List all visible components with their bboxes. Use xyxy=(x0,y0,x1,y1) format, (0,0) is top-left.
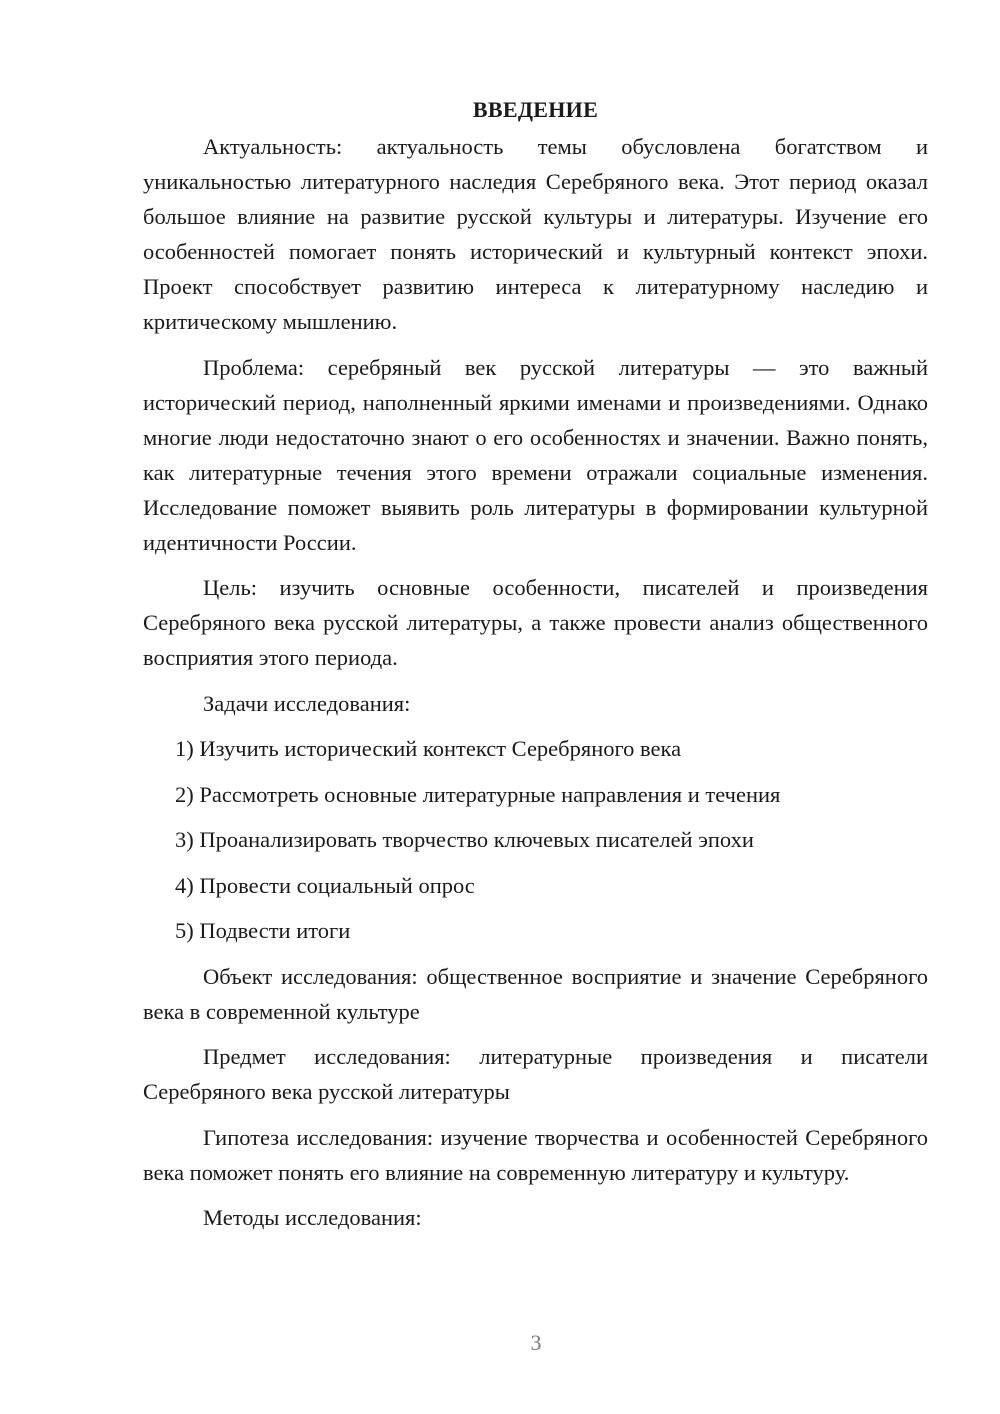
object-paragraph: Объект исследования: общественное восприятие и значение Серебряного века в современной культуре xyxy=(143,963,928,1024)
methods-title: Методы исследования: xyxy=(203,1205,422,1230)
hypothesis-paragraph: Гипотеза исследования: изучение творчества и особенностей Серебряного века поможет понять его влияние на современную литературу и культуру. xyxy=(143,1124,928,1185)
list-item: 1) Изучить исторический контекст Серебряного века xyxy=(175,736,682,761)
tasks-title: Задачи исследования: xyxy=(203,690,411,716)
subject-paragraph: Предмет исследования: литературные произведения и писатели Серебряного века русской литературы xyxy=(143,1044,928,1104)
goal-paragraph: Цель: изучить основные особенности, писателей и произведения Серебряного века русской литературы, а также провести анализ общественного восприятия этого периода. xyxy=(143,575,928,670)
list-item: 2) Рассмотреть основные литературные направления и течения xyxy=(175,781,781,807)
list-item: 5) Подвести итоги xyxy=(175,918,351,943)
page-number: 3 xyxy=(530,1330,542,1355)
list-item: 3) Проанализировать творчество ключевых писателей эпохи xyxy=(175,827,754,852)
relevance-paragraph: Актуальность: актуальность темы обусловлена богатством и уникальностью литературного наследия Серебряного века. Этот период оказал большое влияние на развитие русской культуры и литературы. Изучение его особенностей помогает понять исторический и культурный контекст эпохи. Проект способствует развитию интереса к литературному наследию и критическому мышлению. xyxy=(143,134,928,334)
list-item: 4) Провести социальный опрос xyxy=(175,872,475,898)
document-page xyxy=(143,92,928,1246)
problem-paragraph: Проблема: серебряный век русской литературы — это важный исторический период, наполненный яркими именами и произведениями. Однако многие люди недостаточно знают о его особенностях и значении. Важно понять, как литературные течения этого времени отражали социальные изменения. Исследование поможет выявить роль литературы в формировании культурной идентичности России. xyxy=(143,354,928,555)
tasks-list xyxy=(143,731,928,948)
section-heading: ВВЕДЕНИЕ xyxy=(472,97,599,122)
